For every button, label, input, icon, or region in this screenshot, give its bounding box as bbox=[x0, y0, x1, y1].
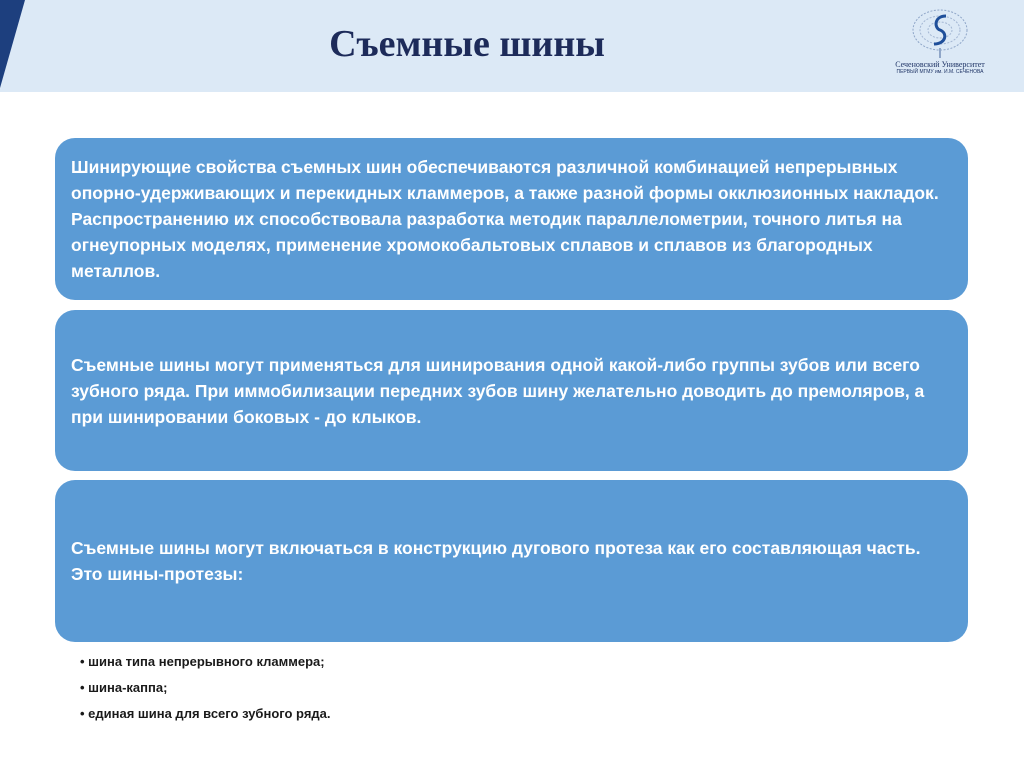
list-item: • шина-каппа; bbox=[80, 680, 168, 695]
list-item: • единая шина для всего зубного ряда. bbox=[80, 706, 331, 721]
info-box-2 bbox=[55, 310, 968, 471]
info-box-3 bbox=[55, 480, 968, 642]
bullet-list bbox=[80, 649, 331, 727]
info-box-1 bbox=[55, 138, 968, 300]
university-logo bbox=[880, 8, 1000, 88]
list-item: • шина типа непрерывного кламмера; bbox=[80, 654, 325, 669]
tree-logo-icon bbox=[910, 8, 970, 60]
logo-subtitle: ПЕРВЫЙ МГМУ им. И.М. СЕЧЕНОВА bbox=[896, 69, 984, 75]
logo-name: Сеченовский Университет bbox=[895, 60, 985, 69]
info-box-text: Съемные шины могут включаться в конструкцию дугового протеза как его составляющая часть. Это шины-протезы: bbox=[71, 538, 921, 584]
slide-title: Съемные шины bbox=[329, 23, 605, 65]
info-box-text: Шинирующие свойства съемных шин обеспечиваются различной комбинацией непрерывных опорно-удерживающих и перекидных кламмеров, а также разной формы окклюзионных накладок. Распространению их способствовала разработка методик параллелометрии, точного литья на огнеупорных моделях, применение хромокобальтовых сплавов и сплавов из благородных металлов. bbox=[71, 157, 939, 281]
info-box-text: Съемные шины могут применяться для шинирования одной какой-либо группы зубов или всего зубного ряда. При иммобилизации передних зубов шину желательно доводить до премоляров, а при шинировании боковых - до клыков. bbox=[71, 354, 925, 427]
